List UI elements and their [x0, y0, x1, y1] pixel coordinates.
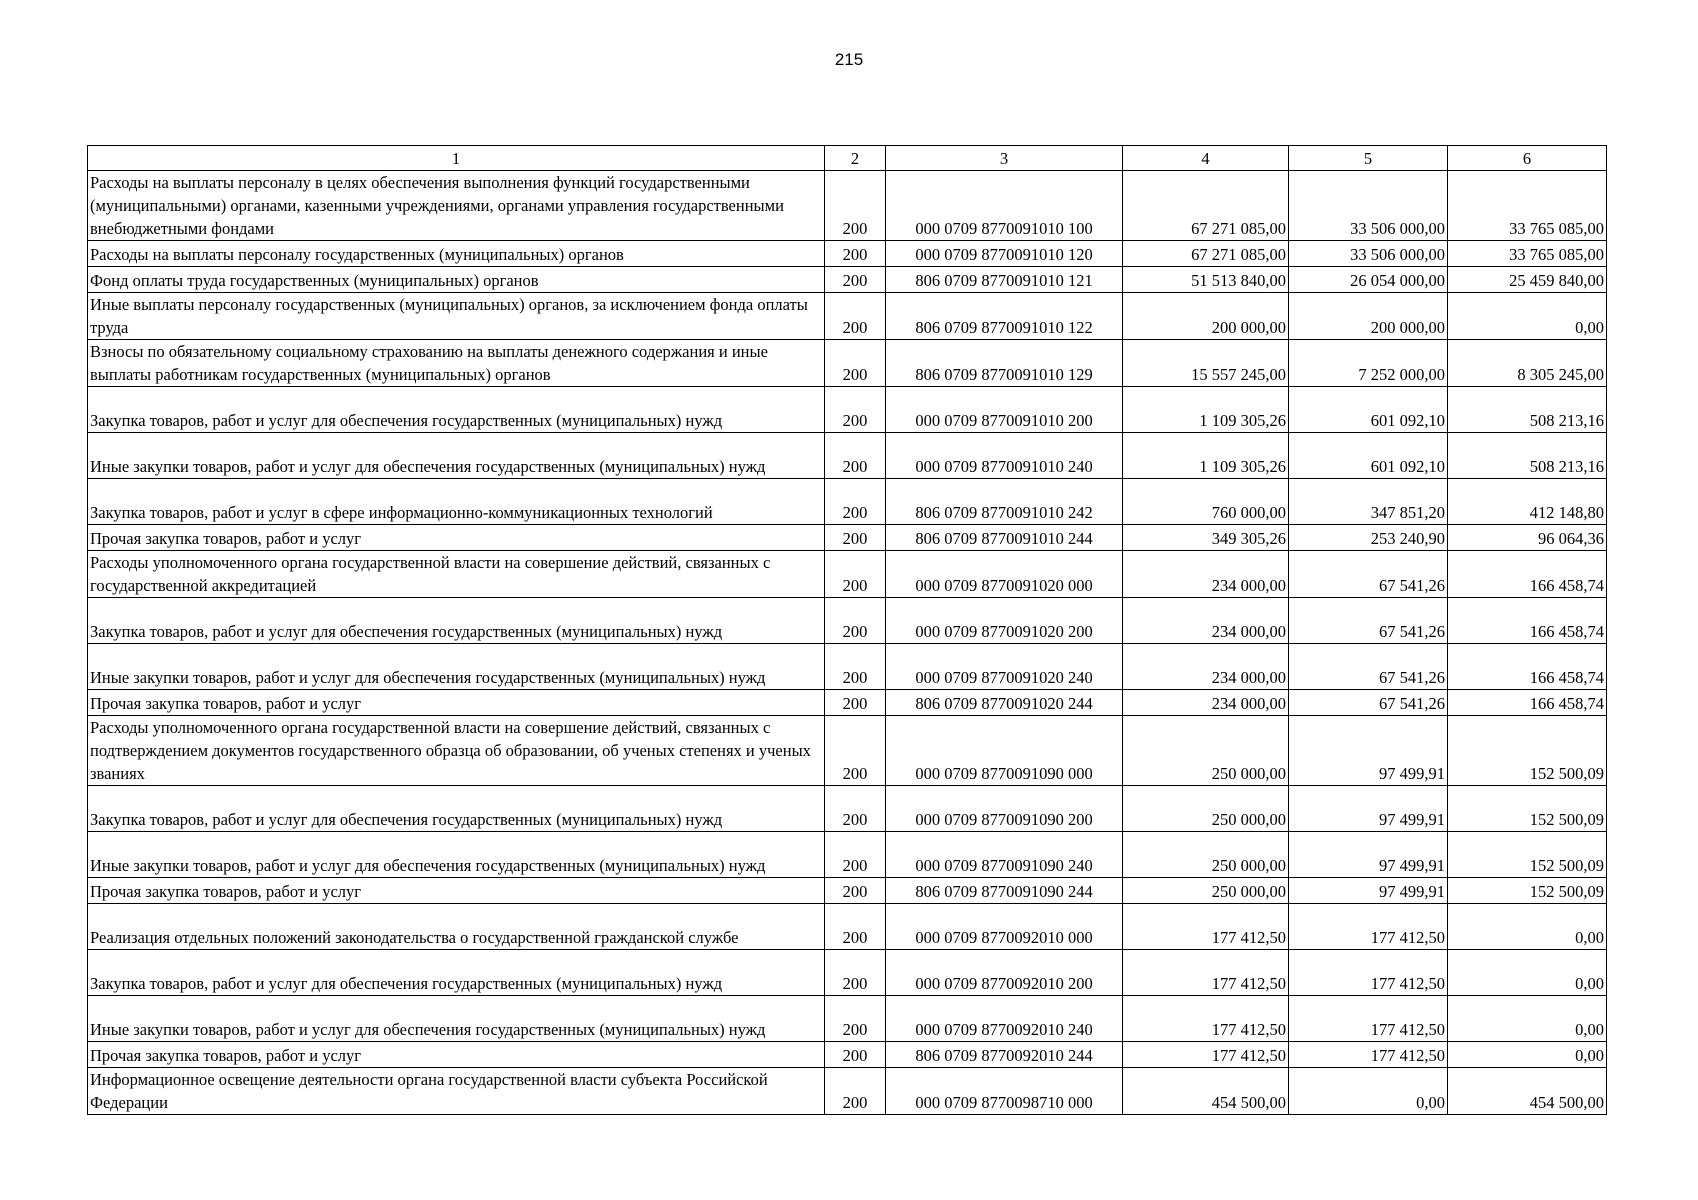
row-executed-amount: 601 092,10 — [1289, 387, 1448, 433]
row-description: Расходы на выплаты персоналу государственных (муниципальных) органов — [88, 241, 825, 267]
row-approved-amount: 234 000,00 — [1123, 551, 1289, 598]
row-executed-amount: 67 541,26 — [1289, 551, 1448, 598]
row-budget-classification-code: 806 0709 8770091010 242 — [886, 479, 1123, 525]
row-budget-classification-code: 000 0709 8770091090 240 — [886, 832, 1123, 878]
row-line-code: 200 — [825, 878, 886, 904]
row-unexecuted-amount: 152 500,09 — [1448, 786, 1607, 832]
table-row — [88, 267, 1607, 293]
row-budget-classification-code: 000 0709 8770091090 000 — [886, 716, 1123, 786]
row-executed-amount: 33 506 000,00 — [1289, 171, 1448, 241]
row-executed-amount: 97 499,91 — [1289, 786, 1448, 832]
table-row — [88, 551, 1607, 598]
row-unexecuted-amount: 33 765 085,00 — [1448, 171, 1607, 241]
row-approved-amount: 250 000,00 — [1123, 716, 1289, 786]
row-budget-classification-code: 000 0709 8770092010 240 — [886, 996, 1123, 1042]
row-unexecuted-amount: 0,00 — [1448, 904, 1607, 950]
row-budget-classification-code: 806 0709 8770091090 244 — [886, 878, 1123, 904]
table-row — [88, 479, 1607, 525]
row-approved-amount: 760 000,00 — [1123, 479, 1289, 525]
row-line-code: 200 — [825, 525, 886, 551]
row-line-code: 200 — [825, 479, 886, 525]
row-unexecuted-amount: 8 305 245,00 — [1448, 340, 1607, 387]
budget-execution-table — [87, 145, 1607, 1115]
row-description: Фонд оплаты труда государственных (муниципальных) органов — [88, 267, 825, 293]
row-description: Взносы по обязательному социальному страхованию на выплаты денежного содержания и иные выплаты работникам государственных (муниципальных) органов — [88, 340, 825, 387]
row-description: Закупка товаров, работ и услуг для обеспечения государственных (муниципальных) нужд — [88, 786, 825, 832]
table-row — [88, 387, 1607, 433]
table-row — [88, 878, 1607, 904]
row-line-code: 200 — [825, 293, 886, 340]
row-approved-amount: 15 557 245,00 — [1123, 340, 1289, 387]
row-line-code: 200 — [825, 996, 886, 1042]
row-executed-amount: 601 092,10 — [1289, 433, 1448, 479]
row-budget-classification-code: 000 0709 8770098710 000 — [886, 1068, 1123, 1115]
row-budget-classification-code: 000 0709 8770091020 200 — [886, 598, 1123, 644]
row-executed-amount: 253 240,90 — [1289, 525, 1448, 551]
row-unexecuted-amount: 33 765 085,00 — [1448, 241, 1607, 267]
column-header-6: 6 — [1448, 146, 1607, 171]
row-executed-amount: 67 541,26 — [1289, 644, 1448, 690]
row-line-code: 200 — [825, 644, 886, 690]
row-description: Иные закупки товаров, работ и услуг для обеспечения государственных (муниципальных) нужд — [88, 996, 825, 1042]
row-unexecuted-amount: 166 458,74 — [1448, 551, 1607, 598]
row-line-code: 200 — [825, 598, 886, 644]
table-row — [88, 904, 1607, 950]
table-row — [88, 1042, 1607, 1068]
column-number-row — [88, 146, 1607, 171]
row-approved-amount: 177 412,50 — [1123, 1042, 1289, 1068]
table-row — [88, 293, 1607, 340]
column-header-2: 2 — [825, 146, 886, 171]
row-executed-amount: 177 412,50 — [1289, 950, 1448, 996]
row-executed-amount: 97 499,91 — [1289, 832, 1448, 878]
column-header-1: 1 — [88, 146, 825, 171]
row-description: Информационное освещение деятельности органа государственной власти субъекта Российской Федерации — [88, 1068, 825, 1115]
table-row — [88, 950, 1607, 996]
column-header-5: 5 — [1289, 146, 1448, 171]
row-executed-amount: 200 000,00 — [1289, 293, 1448, 340]
row-executed-amount: 7 252 000,00 — [1289, 340, 1448, 387]
row-budget-classification-code: 000 0709 8770091090 200 — [886, 786, 1123, 832]
row-line-code: 200 — [825, 241, 886, 267]
row-executed-amount: 26 054 000,00 — [1289, 267, 1448, 293]
row-line-code: 200 — [825, 786, 886, 832]
row-line-code: 200 — [825, 551, 886, 598]
row-budget-classification-code: 000 0709 8770091020 240 — [886, 644, 1123, 690]
row-budget-classification-code: 806 0709 8770091010 244 — [886, 525, 1123, 551]
row-approved-amount: 200 000,00 — [1123, 293, 1289, 340]
row-executed-amount: 97 499,91 — [1289, 716, 1448, 786]
row-approved-amount: 1 109 305,26 — [1123, 387, 1289, 433]
table-row — [88, 996, 1607, 1042]
row-description: Закупка товаров, работ и услуг для обеспечения государственных (муниципальных) нужд — [88, 598, 825, 644]
table-row — [88, 832, 1607, 878]
row-unexecuted-amount: 412 148,80 — [1448, 479, 1607, 525]
row-unexecuted-amount: 166 458,74 — [1448, 644, 1607, 690]
row-approved-amount: 51 513 840,00 — [1123, 267, 1289, 293]
row-description: Прочая закупка товаров, работ и услуг — [88, 1042, 825, 1068]
row-approved-amount: 454 500,00 — [1123, 1068, 1289, 1115]
table-row — [88, 171, 1607, 241]
row-unexecuted-amount: 152 500,09 — [1448, 832, 1607, 878]
row-unexecuted-amount: 166 458,74 — [1448, 598, 1607, 644]
row-line-code: 200 — [825, 267, 886, 293]
row-budget-classification-code: 806 0709 8770091010 129 — [886, 340, 1123, 387]
row-executed-amount: 67 541,26 — [1289, 598, 1448, 644]
row-description: Закупка товаров, работ и услуг для обеспечения государственных (муниципальных) нужд — [88, 950, 825, 996]
row-executed-amount: 0,00 — [1289, 1068, 1448, 1115]
row-description: Расходы уполномоченного органа государственной власти на совершение действий, связанных с подтверждением документов государственного образца об образовании, об ученых степенях и ученых званиях — [88, 716, 825, 786]
table-row — [88, 1068, 1607, 1115]
row-approved-amount: 177 412,50 — [1123, 950, 1289, 996]
row-executed-amount: 347 851,20 — [1289, 479, 1448, 525]
row-executed-amount: 97 499,91 — [1289, 878, 1448, 904]
table-body — [88, 171, 1607, 1115]
row-unexecuted-amount: 152 500,09 — [1448, 878, 1607, 904]
row-budget-classification-code: 000 0709 8770091010 120 — [886, 241, 1123, 267]
table-row — [88, 716, 1607, 786]
column-header-3: 3 — [886, 146, 1123, 171]
row-budget-classification-code: 806 0709 8770091020 244 — [886, 690, 1123, 716]
row-budget-classification-code: 806 0709 8770091010 121 — [886, 267, 1123, 293]
row-executed-amount: 67 541,26 — [1289, 690, 1448, 716]
row-line-code: 200 — [825, 1042, 886, 1068]
table-row — [88, 433, 1607, 479]
row-line-code: 200 — [825, 904, 886, 950]
row-approved-amount: 250 000,00 — [1123, 786, 1289, 832]
row-budget-classification-code: 000 0709 8770092010 000 — [886, 904, 1123, 950]
row-description: Прочая закупка товаров, работ и услуг — [88, 525, 825, 551]
row-budget-classification-code: 000 0709 8770091010 100 — [886, 171, 1123, 241]
row-description: Реализация отдельных положений законодательства о государственной гражданской службе — [88, 904, 825, 950]
row-budget-classification-code: 000 0709 8770092010 200 — [886, 950, 1123, 996]
row-unexecuted-amount: 454 500,00 — [1448, 1068, 1607, 1115]
row-unexecuted-amount: 0,00 — [1448, 293, 1607, 340]
row-line-code: 200 — [825, 950, 886, 996]
row-description: Прочая закупка товаров, работ и услуг — [88, 878, 825, 904]
row-budget-classification-code: 000 0709 8770091010 240 — [886, 433, 1123, 479]
row-approved-amount: 177 412,50 — [1123, 904, 1289, 950]
row-description: Прочая закупка товаров, работ и услуг — [88, 690, 825, 716]
table-row — [88, 525, 1607, 551]
row-line-code: 200 — [825, 832, 886, 878]
row-description: Иные закупки товаров, работ и услуг для обеспечения государственных (муниципальных) нужд — [88, 832, 825, 878]
row-budget-classification-code: 806 0709 8770091010 122 — [886, 293, 1123, 340]
row-executed-amount: 33 506 000,00 — [1289, 241, 1448, 267]
row-unexecuted-amount: 0,00 — [1448, 950, 1607, 996]
row-description: Иные закупки товаров, работ и услуг для обеспечения государственных (муниципальных) нужд — [88, 433, 825, 479]
row-approved-amount: 234 000,00 — [1123, 690, 1289, 716]
row-approved-amount: 67 271 085,00 — [1123, 241, 1289, 267]
row-unexecuted-amount: 166 458,74 — [1448, 690, 1607, 716]
table-row — [88, 598, 1607, 644]
row-unexecuted-amount: 96 064,36 — [1448, 525, 1607, 551]
table-row — [88, 786, 1607, 832]
row-approved-amount: 250 000,00 — [1123, 832, 1289, 878]
row-description: Расходы на выплаты персоналу в целях обеспечения выполнения функций государственными (муниципальными) органами, казенными учреждениями, органами управления государственными внебюджетными фондами — [88, 171, 825, 241]
row-line-code: 200 — [825, 340, 886, 387]
table-row — [88, 241, 1607, 267]
row-approved-amount: 67 271 085,00 — [1123, 171, 1289, 241]
table-row — [88, 340, 1607, 387]
row-approved-amount: 1 109 305,26 — [1123, 433, 1289, 479]
row-budget-classification-code: 806 0709 8770092010 244 — [886, 1042, 1123, 1068]
row-approved-amount: 250 000,00 — [1123, 878, 1289, 904]
row-executed-amount: 177 412,50 — [1289, 1042, 1448, 1068]
row-line-code: 200 — [825, 690, 886, 716]
row-line-code: 200 — [825, 171, 886, 241]
row-approved-amount: 234 000,00 — [1123, 598, 1289, 644]
row-approved-amount: 177 412,50 — [1123, 996, 1289, 1042]
row-description: Иные закупки товаров, работ и услуг для обеспечения государственных (муниципальных) нужд — [88, 644, 825, 690]
row-executed-amount: 177 412,50 — [1289, 996, 1448, 1042]
row-executed-amount: 177 412,50 — [1289, 904, 1448, 950]
row-description: Расходы уполномоченного органа государственной власти на совершение действий, связанных с государственной аккредитацией — [88, 551, 825, 598]
row-line-code: 200 — [825, 716, 886, 786]
row-unexecuted-amount: 508 213,16 — [1448, 433, 1607, 479]
page-number: 215 — [834, 50, 864, 69]
column-header-4: 4 — [1123, 146, 1289, 171]
row-unexecuted-amount: 152 500,09 — [1448, 716, 1607, 786]
row-budget-classification-code: 000 0709 8770091010 200 — [886, 387, 1123, 433]
row-line-code: 200 — [825, 387, 886, 433]
row-budget-classification-code: 000 0709 8770091020 000 — [886, 551, 1123, 598]
row-approved-amount: 349 305,26 — [1123, 525, 1289, 551]
row-unexecuted-amount: 508 213,16 — [1448, 387, 1607, 433]
row-description: Закупка товаров, работ и услуг в сфере информационно-коммуникационных технологий — [88, 479, 825, 525]
table-row — [88, 690, 1607, 716]
row-description: Иные выплаты персоналу государственных (муниципальных) органов, за исключением фонда оплаты труда — [88, 293, 825, 340]
row-line-code: 200 — [825, 433, 886, 479]
row-unexecuted-amount: 0,00 — [1448, 996, 1607, 1042]
row-unexecuted-amount: 0,00 — [1448, 1042, 1607, 1068]
row-unexecuted-amount: 25 459 840,00 — [1448, 267, 1607, 293]
table-row — [88, 644, 1607, 690]
row-description: Закупка товаров, работ и услуг для обеспечения государственных (муниципальных) нужд — [88, 387, 825, 433]
row-approved-amount: 234 000,00 — [1123, 644, 1289, 690]
row-line-code: 200 — [825, 1068, 886, 1115]
